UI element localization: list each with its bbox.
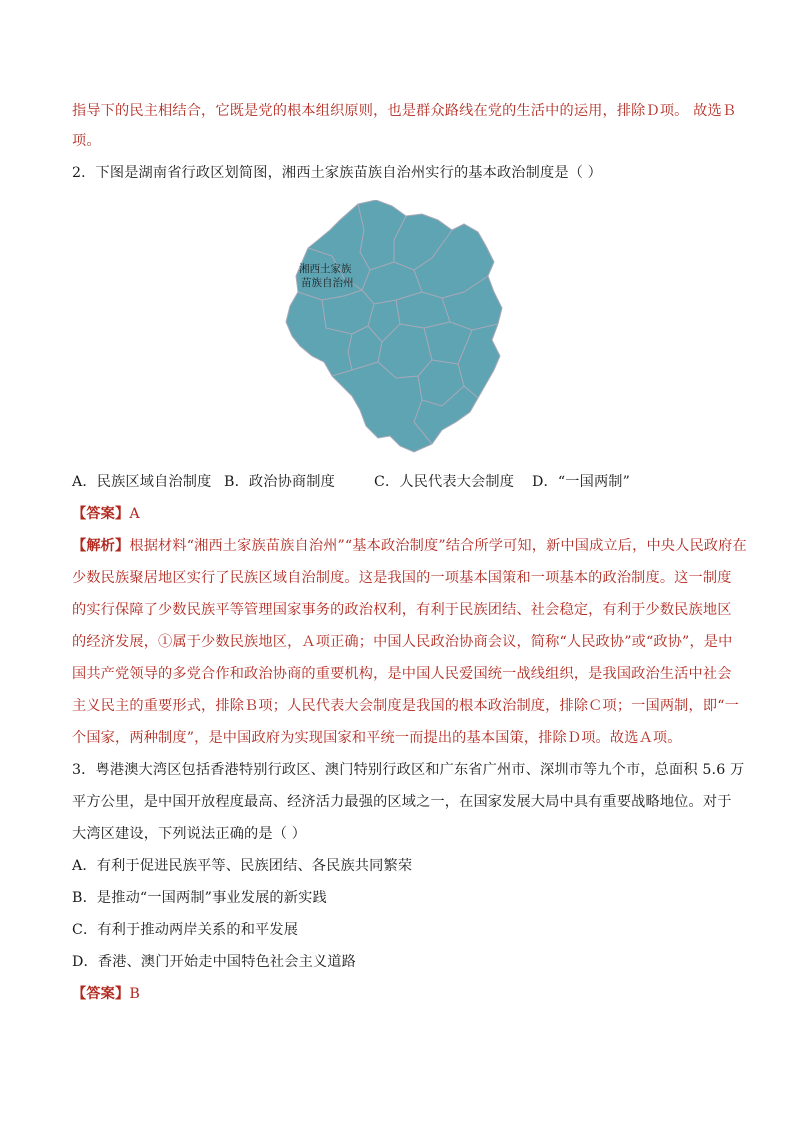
answer-value: B <box>129 986 140 1002</box>
q3-option-b: B．是推动“一国两制”事业发展的新实践 <box>72 890 327 906</box>
answer-tag: 【答案】 <box>72 506 130 522</box>
q2-option-d: D．“一国两制” <box>532 474 631 490</box>
q2-option-b: B．政治协商制度 <box>224 474 335 490</box>
question-2-analysis-line-6: 主义民主的重要形式，排除Ｂ项；人民代表大会制度是我国的根本政治制度，排除Ｃ项；一国两制，即“一 <box>72 698 739 714</box>
question-2-analysis-line-4: 的经济发展，①属于少数民族地区，Ａ项正确；中国人民政治协商会议，简称“人民政协”或“政协”，是中 <box>72 634 733 650</box>
map-label-xiangxi-line-2: 苗族自治州 <box>301 277 354 289</box>
analysis-text: 根据材料“湘西土家族苗族自治州”“基本政治制度”结合所学可知，新中国成立后，中央人民政府在 <box>129 538 747 554</box>
hunan-map <box>282 200 514 458</box>
question-2-answer <box>72 504 722 524</box>
answer-tag: 【答案】 <box>72 986 130 1002</box>
hunan-province-shape <box>286 200 502 452</box>
question-2-analysis-line-1 <box>72 536 747 556</box>
question-2-stem: 2．下图是湖南省行政区划简图，湘西土家族苗族自治州实行的基本政治制度是（ ） <box>72 165 602 181</box>
question-3-stem-line-3: 大湾区建设，下列说法正确的是（ ） <box>72 826 307 842</box>
prev-analysis-line-1: 指导下的民主相结合，它既是党的根本组织原则，也是群众路线在党的生活中的运用，排除Ｄ项。 故选Ｂ <box>72 103 737 119</box>
question-3-stem-line-2: 平方公里，是中国开放程度最高、经济活力最强的区域之一，在国家发展大局中具有重要战略地位。对于 <box>72 794 732 810</box>
q2-option-a: A．民族区域自治制度 <box>72 474 212 490</box>
q3-option-c: C．有利于推动两岸关系的和平发展 <box>72 922 299 938</box>
question-2-analysis-line-7: 个国家，两种制度”，是中国政府为实现国家和平统一而提出的基本国策，排除Ｄ项。故选Ａ项。 <box>72 730 682 746</box>
prev-analysis-line-2: 项。 <box>72 133 101 149</box>
question-3-answer <box>72 984 722 1004</box>
answer-value: A <box>129 506 140 522</box>
question-3-stem-line-1: 3．粤港澳大湾区包括香港特别行政区、澳门特别行政区和广东省广州市、深圳市等九个市，总面积 5.6 万 <box>72 762 745 778</box>
q3-option-a: A．有利于促进民族平等、民族团结、各民族共同繁荣 <box>72 858 413 874</box>
q2-option-c: C．人民代表大会制度 <box>374 474 515 490</box>
question-2-analysis-line-5: 国共产党领导的多党合作和政治协商的重要机构，是中国人民爱国统一战线组织，是我国政治生活中社会 <box>72 666 732 682</box>
q3-option-d: D．香港、澳门开始走中国特色社会主义道路 <box>72 954 356 970</box>
question-2-analysis-line-3: 的实行保障了少数民族平等管理国家事务的政治权利，有利于民族团结、社会稳定，有利于少数民族地区 <box>72 602 732 618</box>
question-2-analysis-line-2: 少数民族聚居地区实行了民族区域自治制度。这是我国的一项基本国策和一项基本的政治制度。这一制度 <box>72 570 732 586</box>
map-label-xiangxi-line-1: 湘西土家族 <box>299 263 352 275</box>
analysis-tag: 【解析】 <box>72 538 130 554</box>
